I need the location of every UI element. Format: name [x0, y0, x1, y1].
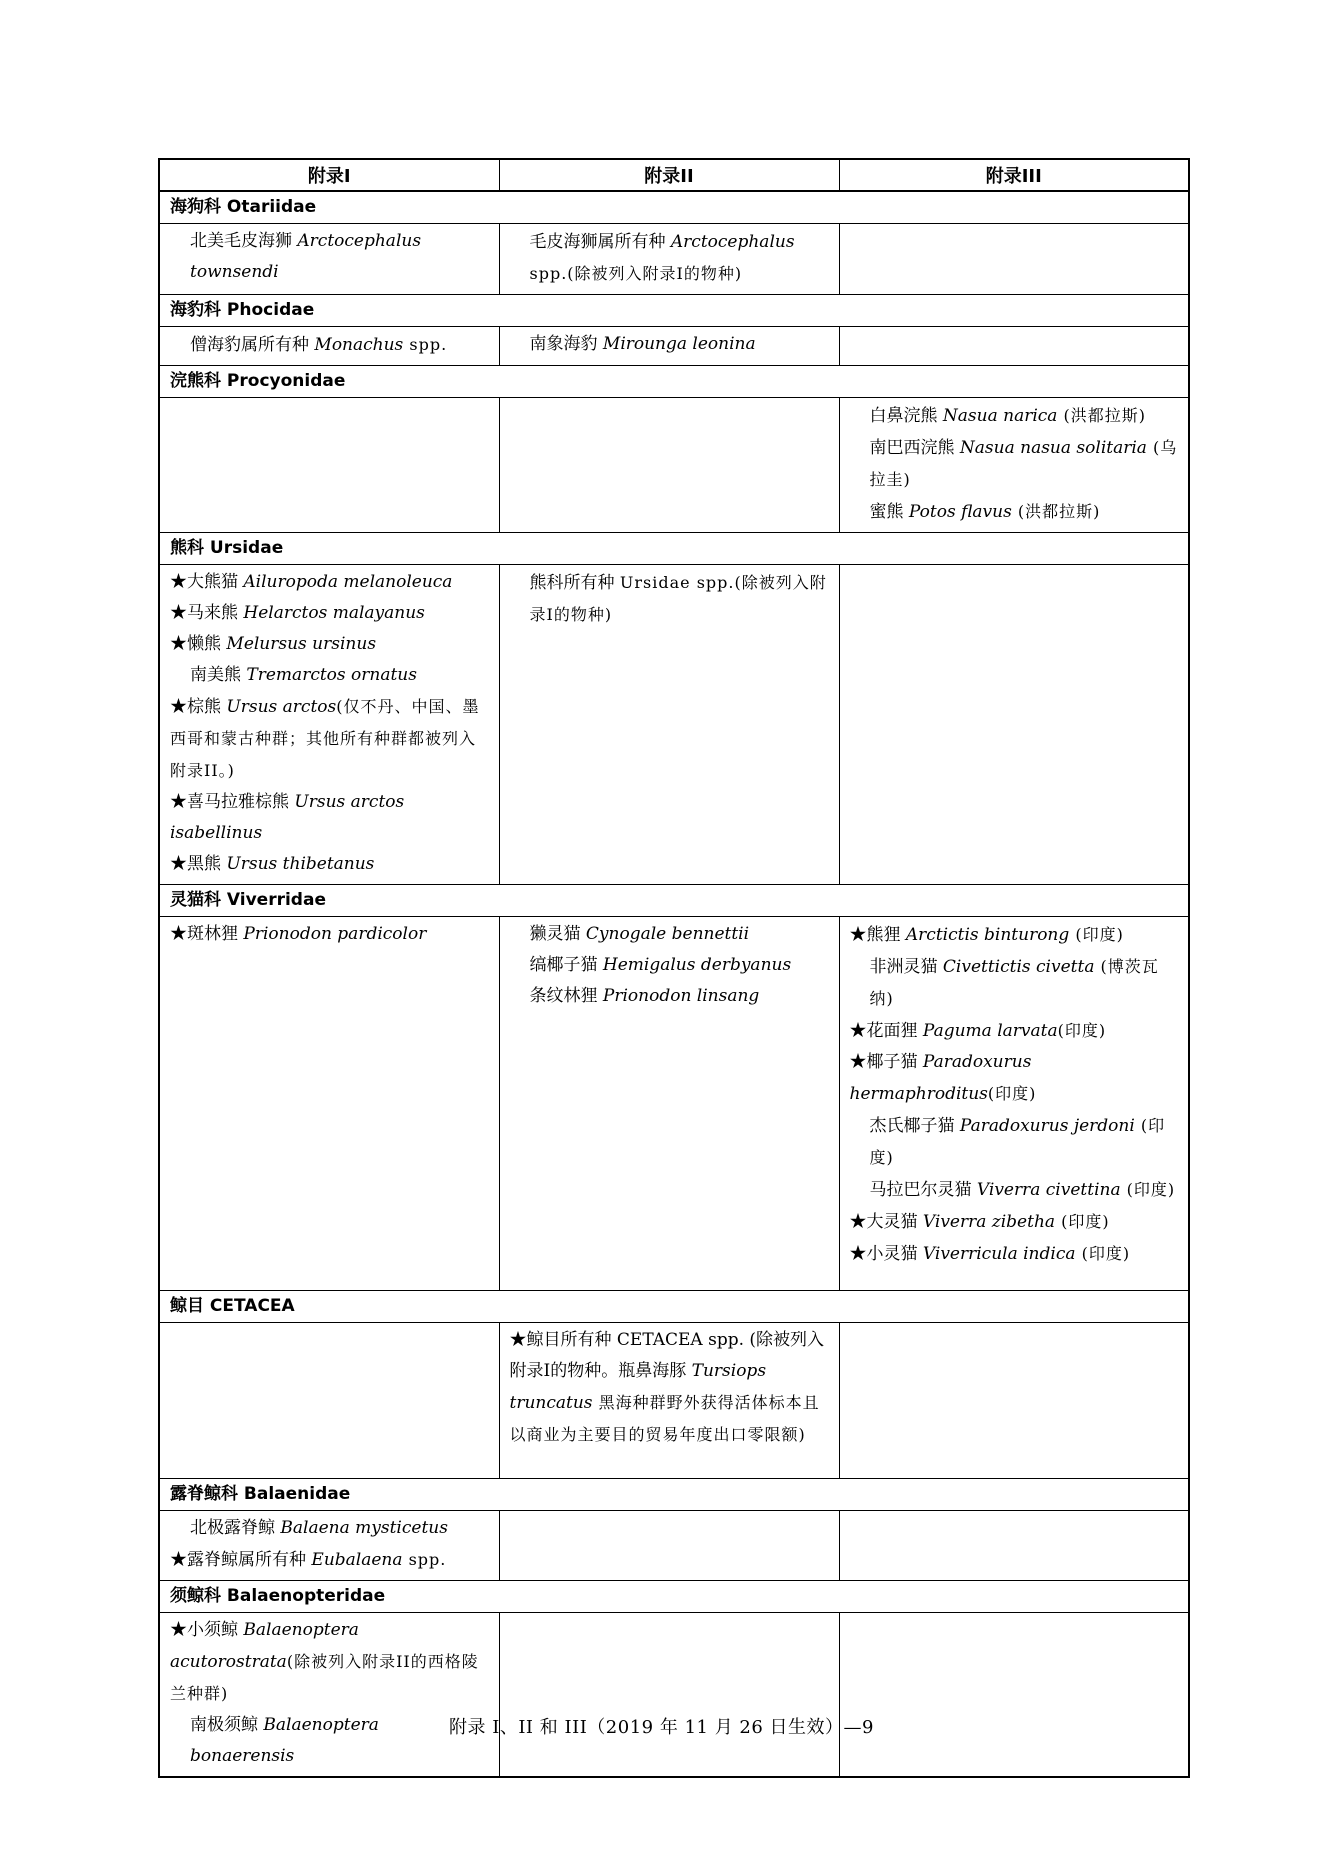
species-row [159, 565, 1189, 885]
species-scientific-name: Arctictis binturong [905, 925, 1070, 945]
cell-app2 [499, 1613, 839, 1778]
species-common-name: ★小须鲸 [170, 1620, 244, 1640]
species-common-name: ★大灵猫 [849, 1212, 923, 1232]
cell-app1 [159, 1323, 499, 1479]
header-appendix-iii: 附录III [839, 159, 1189, 191]
species-common-name: ★露脊鲸属所有种 [170, 1550, 312, 1570]
family-name: 海豹科 Phocidae [159, 295, 1189, 327]
species-common-name: ★花面狸 [849, 1021, 923, 1041]
species-scientific-name: Paguma larvata [922, 1021, 1058, 1041]
species-scientific-name: Ailuropoda melanoleuca [243, 572, 453, 592]
species-common-name: ★喜马拉雅棕熊 [170, 792, 295, 812]
species-common-name: ★椰子猫 [849, 1052, 923, 1072]
species-scientific-name: Melursus ursinus [226, 634, 377, 654]
species-note: (乌拉圭) [869, 438, 1178, 489]
species-entry [170, 849, 489, 880]
species-scientific-name: Ursus arctos isabellinus [170, 792, 405, 843]
species-common-name: ★马来熊 [170, 603, 244, 623]
species-scientific-name: Arctocephalus [670, 232, 795, 252]
species-scientific-name: Ursus thibetanus [226, 854, 375, 874]
species-common-name: ★棕熊 [170, 697, 227, 717]
species-entry [510, 950, 829, 981]
species-scientific-name: Balaenoptera bonaerensis [190, 1715, 379, 1766]
species-entry [170, 660, 489, 691]
cites-appendix-table [158, 158, 1190, 1778]
species-entry [170, 691, 489, 787]
family-row [159, 1479, 1189, 1511]
species-scientific-name: Ursus arctos [226, 697, 337, 717]
species-note: spp. [402, 1550, 447, 1569]
species-common-name: ★小灵猫 [849, 1244, 923, 1264]
species-common-name: ★熊狸 [849, 925, 906, 945]
cell-app1 [159, 917, 499, 1291]
species-entry [170, 226, 489, 288]
cell-app2 [499, 224, 839, 295]
species-common-name: 熊科所有种 [529, 573, 620, 593]
species-common-name: 北美毛皮海狮 [190, 231, 298, 251]
species-entry [850, 1174, 1179, 1206]
species-row [159, 1323, 1189, 1479]
family-row [159, 366, 1189, 398]
species-entry [850, 1047, 1179, 1110]
family-row [159, 1581, 1189, 1613]
species-entry [170, 919, 489, 950]
species-note: 黑海种群野外获得活体标本且以商业为主要目的贸易年度出口零限额) [509, 1393, 820, 1444]
species-entry [510, 919, 829, 950]
species-common-name: ★黑熊 [170, 854, 227, 874]
species-note: (印度) [1120, 1180, 1176, 1199]
species-common-name: 马拉巴尔灵猫 [869, 1180, 977, 1200]
species-entry [850, 919, 1179, 951]
species-common-name: 非洲灵猫 [869, 957, 943, 977]
species-note: (洪都拉斯) [1057, 406, 1147, 425]
species-note: (博茨瓦纳) [869, 957, 1159, 1008]
header-appendix-i: 附录I [159, 159, 499, 191]
cell-app3 [839, 327, 1189, 366]
species-scientific-name: Paradoxurus jerdoni [959, 1116, 1135, 1136]
species-common-name: 缟椰子猫 [529, 955, 603, 975]
species-entry [170, 567, 489, 598]
species-common-name: ★大熊猫 [170, 572, 244, 592]
species-scientific-name: Hemigalus derbyanus [602, 955, 792, 975]
cell-app3 [839, 224, 1189, 295]
header-row [159, 159, 1189, 191]
header-appendix-ii: 附录II [499, 159, 839, 191]
species-common-name: ★懒熊 [170, 634, 227, 654]
species-scientific-name: Monachus [314, 335, 404, 355]
species-common-name: 白鼻浣熊 [869, 406, 943, 426]
species-entry [510, 226, 829, 290]
species-common-name: 毛皮海狮属所有种 [529, 232, 671, 252]
species-note: (印度) [869, 1116, 1166, 1167]
species-row [159, 1613, 1189, 1778]
species-scientific-name: Nasua narica [942, 406, 1058, 426]
family-name: 浣熊科 Procyonidae [159, 366, 1189, 398]
species-scientific-name: Balaenoptera acutorostrata [170, 1620, 359, 1672]
species-scientific-name: Tremarctos ornatus [246, 665, 417, 685]
species-entry [850, 1110, 1179, 1174]
cell-app2 [499, 327, 839, 366]
species-entry [510, 329, 829, 360]
cell-app1 [159, 1511, 499, 1581]
cell-app1 [159, 565, 499, 885]
species-entry [850, 496, 1179, 528]
species-scientific-name: Nasua nasua solitaria [959, 438, 1147, 458]
species-entry [510, 1325, 829, 1451]
species-common-name: ★鲸目所有种 CETACEA spp. (除被列入附录I的物种。瓶鼻海豚 [509, 1330, 825, 1381]
species-entry [510, 981, 829, 1012]
species-entry [170, 629, 489, 660]
family-row [159, 885, 1189, 917]
family-name: 鲸目 CETACEA [159, 1291, 1189, 1323]
species-scientific-name: Potos flavus [908, 502, 1012, 522]
species-common-name: 北极露脊鲸 [190, 1518, 281, 1538]
species-note: (洪都拉斯) [1011, 502, 1101, 521]
family-name: 海狗科 Otariidae [159, 191, 1189, 224]
species-scientific-name: Balaena mysticetus [280, 1518, 448, 1538]
cell-app3 [839, 565, 1189, 885]
species-entry [850, 432, 1179, 496]
species-note: spp.(除被列入附录I的物种) [529, 264, 743, 283]
species-row [159, 917, 1189, 1291]
species-entry [170, 1513, 489, 1544]
cell-app3 [839, 917, 1189, 1291]
species-entry [170, 329, 489, 361]
species-scientific-name: Viverra civettina [976, 1180, 1121, 1200]
species-entry [850, 1238, 1179, 1270]
species-scientific-name: Civettictis civetta [942, 957, 1095, 977]
species-entry [170, 598, 489, 629]
cell-app2 [499, 1511, 839, 1581]
cell-app1 [159, 1613, 499, 1778]
species-common-name: ★斑林狸 [170, 924, 244, 944]
species-scientific-name: Prionodon pardicolor [243, 924, 427, 944]
species-row [159, 1511, 1189, 1581]
species-common-name: 南美熊 [190, 665, 247, 685]
species-common-name: 僧海豹属所有种 [190, 335, 315, 355]
cell-app2 [499, 398, 839, 533]
species-row [159, 398, 1189, 533]
family-name: 灵猫科 Viverridae [159, 885, 1189, 917]
family-row [159, 1291, 1189, 1323]
cell-app2 [499, 917, 839, 1291]
cell-app1 [159, 327, 499, 366]
species-row [159, 224, 1189, 295]
species-scientific-name: Mirounga leonina [602, 334, 756, 354]
family-name: 熊科 Ursidae [159, 533, 1189, 565]
species-common-name: 蜜熊 [869, 502, 909, 522]
cell-app3 [839, 398, 1189, 533]
family-name: 露脊鲸科 Balaenidae [159, 1479, 1189, 1511]
species-scientific-name: Helarctos malayanus [243, 603, 425, 623]
species-scientific-name: Cynogale bennettii [585, 924, 750, 944]
cell-app3 [839, 1323, 1189, 1479]
cell-app1 [159, 398, 499, 533]
species-note: Ursidae spp.(除被列入附录I的物种) [529, 573, 827, 624]
family-row [159, 295, 1189, 327]
family-name: 须鲸科 Balaenopteridae [159, 1581, 1189, 1613]
family-row [159, 533, 1189, 565]
species-entry [510, 567, 829, 631]
species-note: (仅不丹、中国、墨西哥和蒙古种群；其他所有种群都被列入附录II。) [170, 697, 480, 780]
species-entry [850, 951, 1179, 1015]
species-note: (印度) [987, 1084, 1037, 1103]
species-note: (除被列入附录II的西格陵兰种群) [170, 1652, 479, 1703]
page-footer: 附录 I、II 和 III（2019 年 11 月 26 日生效）—9 [448, 1717, 874, 1738]
species-note: (印度) [1057, 1021, 1107, 1040]
species-common-name: 南象海豹 [529, 334, 603, 354]
species-row [159, 327, 1189, 366]
species-scientific-name: Prionodon linsang [602, 986, 760, 1006]
species-common-name: 南极须鲸 [190, 1715, 264, 1735]
species-scientific-name: Eubalaena [311, 1550, 403, 1570]
species-common-name: 杰氏椰子猫 [869, 1116, 960, 1136]
species-scientific-name: Viverra zibetha [922, 1212, 1056, 1232]
family-row [159, 191, 1189, 224]
species-note: (印度) [1055, 1212, 1110, 1231]
species-scientific-name: Tursiops truncatus [509, 1361, 767, 1413]
species-common-name: 条纹林狸 [529, 986, 603, 1006]
species-common-name: 南巴西浣熊 [869, 438, 960, 458]
species-entry [850, 400, 1179, 432]
species-note: spp. [403, 335, 448, 354]
species-scientific-name: Arctocephalus townsendi [190, 231, 422, 282]
species-scientific-name: Viverricula indica [922, 1244, 1076, 1264]
species-entry [170, 1615, 489, 1710]
species-entry [170, 1544, 489, 1576]
species-common-name: 獭灵猫 [529, 924, 586, 944]
cell-app2 [499, 565, 839, 885]
species-entry [850, 1206, 1179, 1238]
species-note: (印度) [1069, 925, 1124, 944]
table-body [159, 191, 1189, 1777]
species-note: (印度) [1075, 1244, 1131, 1263]
cell-app2 [499, 1323, 839, 1479]
species-entry [850, 1015, 1179, 1047]
cell-app1 [159, 224, 499, 295]
species-scientific-name: Paradoxurus hermaphroditus [849, 1052, 1032, 1104]
cell-app3 [839, 1511, 1189, 1581]
species-entry [170, 787, 489, 849]
cell-app3 [839, 1613, 1189, 1778]
